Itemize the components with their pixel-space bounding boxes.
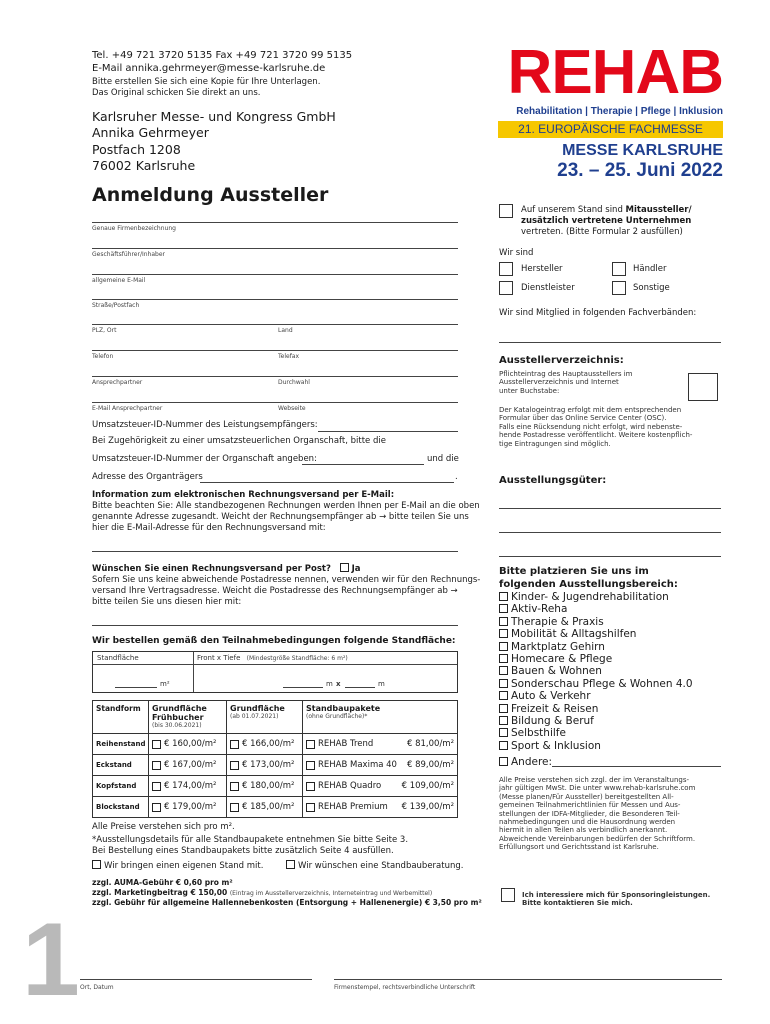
paket-price: € 81,00/m² [407, 739, 454, 749]
mit-2: zusätzlich vertretene Unternehmen [521, 216, 692, 227]
rechnung-text-2: genannte Adresse zugesandt. Weicht der Rechnungsempfänger ab → bitte teilen Sie uns [92, 512, 469, 523]
spons-2: Bitte kontaktieren Sie mich. [522, 899, 633, 908]
av-1: Pflichteintrag des Hauptausstellers im [499, 370, 633, 378]
stand-row [92, 776, 458, 797]
organtraeger-input[interactable] [200, 469, 454, 482]
fb-price: € 179,00/m² [164, 802, 217, 812]
bereich-checkbox[interactable] [499, 691, 508, 700]
av-2: Ausstellerverzeichnis und Internet [499, 378, 619, 387]
telefax-input[interactable] [278, 334, 458, 350]
th-standform: Standform [93, 701, 149, 733]
bereich-label: Marktplatz Gehirn [511, 640, 605, 653]
bereich-checkbox[interactable] [499, 617, 508, 626]
land-input[interactable] [278, 308, 458, 324]
paket-checkbox[interactable] [306, 803, 315, 812]
stempel-label: Firmenstempel, rechtsverbindliche Unterschrift [334, 984, 476, 991]
sponsoring-checkbox[interactable] [501, 888, 515, 902]
contact-block [92, 50, 352, 174]
th-gf-note: (ab 01.07.2021) [230, 713, 279, 720]
gf-price: € 166,00/m² [242, 739, 295, 749]
mit-1a: Auf unserem Stand sind [521, 205, 626, 215]
ort-datum-input[interactable] [80, 950, 312, 979]
email-input[interactable] [92, 258, 458, 274]
field-label-ansprech: Ansprechpartner [92, 379, 143, 386]
logo-venue: MESSE KARLSRUHE [562, 142, 723, 159]
gf-checkbox[interactable] [230, 803, 239, 812]
bereich-item [499, 653, 693, 665]
gf-price: € 173,00/m² [242, 760, 295, 770]
post-text-1: Sofern Sie uns keine abweichende Postadresse nennen, verwenden wir für den Rechnungs- [92, 575, 481, 586]
stand-form: Eckstand [93, 755, 149, 775]
copy-note-1: Bitte erstellen Sie sich eine Kopie für Ihre Unterlagen. [92, 77, 321, 87]
bereich-item [499, 665, 693, 677]
bereich-label: Bildung & Beruf [511, 715, 594, 728]
kat-1: Der Katalogeintrag erfolgt mit dem entsprechenden [499, 406, 682, 414]
address-block [92, 109, 352, 174]
ort-datum-label: Ort, Datum [80, 984, 114, 991]
wirsind-label: Wir sind [499, 248, 534, 258]
durchwahl-input[interactable] [278, 360, 458, 376]
haendler-label: Händler [633, 264, 667, 274]
firma-input[interactable] [92, 206, 458, 222]
bereich-label: Bauen & Wohnen [511, 665, 602, 678]
stand-note-2: *Ausstellungsdetails für alle Standbaupakete entnehmen Sie bitte Seite 3. [92, 835, 409, 846]
th-sp-note: (ohne Grundfläche)* [306, 713, 368, 720]
stand-row [92, 797, 458, 818]
bereich-label: Therapie & Praxis [511, 615, 604, 628]
field-label-telefax: Telefax [278, 353, 300, 360]
email-ansp-input[interactable] [92, 386, 272, 402]
ust-line-2: Bei Zugehörigkeit zu einer umsatzsteuerlichen Organschaft, bitte die [92, 436, 386, 446]
bereich-label: Kinder- & Jugendrehabilitation [511, 591, 669, 603]
plz-input[interactable] [92, 308, 272, 324]
dienstleister-checkbox[interactable] [499, 281, 513, 295]
preis-4: gemeinen Teilnahmerichtlinien für Messen und Aus- [499, 801, 681, 810]
webseite-input[interactable] [278, 386, 458, 402]
post-text-3: bitte teilen Sie uns diesen hier mit: [92, 597, 242, 608]
ust-line-3: Umsatzsteuer-ID-Nummer der Organschaft angeben: [92, 454, 317, 464]
rechnung-title: Information zum elektronischen Rechnungsversand per E-Mail: [92, 490, 395, 500]
bereich-label: Auto & Verkehr [511, 690, 591, 703]
mitglied-label: Wir sind Mitglied in folgenden Fachverbänden: [499, 308, 697, 318]
th-gf-fb-note: (bis 30.06.2021) [152, 722, 202, 729]
gf-checkbox[interactable] [230, 740, 239, 749]
telefon-input[interactable] [92, 334, 272, 350]
stand-x: x [336, 680, 341, 688]
logo-banner: 21. EUROPÄISCHE FACHMESSE [498, 121, 723, 138]
ust-line-1: Umsatzsteuer-ID-Nummer des Leistungsempfängers: [92, 420, 318, 430]
ansprech-input[interactable] [92, 360, 272, 376]
gf-price: € 180,00/m² [242, 781, 295, 791]
stand-col-2: Front x Tiefe [197, 654, 241, 662]
post-block [92, 563, 480, 608]
av-block [499, 370, 632, 395]
paket-price: € 89,00/m² [407, 760, 454, 770]
andere-label: Andere: [511, 756, 553, 768]
preis-6: nahmebedingungen und die Hausordnung werden [499, 817, 676, 826]
th-gf: Grundfläche [230, 704, 285, 713]
stand-col-1: Standfläche [97, 654, 139, 662]
bereich-label: Selbsthilfe [511, 727, 566, 740]
stand-row [92, 755, 458, 776]
paket-name: REHAB Maxima 40 [318, 760, 397, 770]
bereich-label: Aktiv-Reha [511, 603, 568, 616]
preis-1: Alle Preise verstehen sich zzgl. der im Veranstaltungs- [499, 776, 690, 784]
gf-checkbox[interactable] [230, 761, 239, 770]
fb-price: € 167,00/m² [164, 760, 217, 770]
field-label-gf: Geschäftsführer/Inhaber [92, 251, 165, 258]
paket-name: REHAB Trend [318, 739, 374, 749]
ag-title: Ausstellungsgüter: [499, 475, 607, 486]
paket-checkbox[interactable] [306, 761, 315, 770]
bereich-checkbox[interactable] [499, 654, 508, 663]
mitaussteller-block [521, 205, 692, 238]
field-label-email-ansp: E-Mail Ansprechpartner [92, 405, 163, 412]
ust-line-4: Adresse des Organträgers [92, 472, 203, 482]
bereich-list [499, 591, 693, 752]
bereich-label: Sonderschau Pflege & Wohnen 4.0 [511, 677, 693, 690]
sonstige-checkbox[interactable] [612, 281, 626, 295]
ust-line-3-end: und die [427, 454, 459, 464]
paket-checkbox[interactable] [306, 740, 315, 749]
bereich-item [499, 703, 693, 715]
spons-block [522, 891, 710, 908]
dienstleister-label: Dienstleister [521, 283, 575, 293]
eigener-stand-checkbox[interactable] [92, 860, 101, 869]
th-gf-fb: Grundfläche Frühbucher [152, 704, 207, 722]
fee-2b: (Eintrag im Ausstellerverzeichnis, Interneteintrag und Werbemittel) [229, 889, 433, 897]
stand-notes [92, 822, 408, 857]
post-ja-checkbox[interactable] [340, 563, 349, 572]
logo-wordmark: REHAB [507, 38, 723, 107]
th-sp: Standbaupakete [306, 704, 381, 713]
preis-5: stellungen der IDFA-Mitglieder, die Besonderen Teil- [499, 809, 680, 818]
contact-email: E-Mail annika.gehrmeyer@messe-karlsruhe.de [92, 62, 326, 74]
stand-note-3: Bei Bestellung eines Standbaupakets bitte zusätzlich Seite 4 ausfüllen. [92, 846, 394, 857]
mit-1b: Mitaussteller/ [625, 205, 692, 215]
gf-price: € 185,00/m² [242, 802, 295, 812]
bereich-title-2: folgenden Ausstellungsbereich: [499, 578, 678, 590]
address-line-2: Annika Gehrmeyer [92, 125, 209, 141]
stand-row [92, 734, 458, 755]
organschaft-id-input[interactable] [302, 451, 424, 464]
bereich-checkbox[interactable] [499, 629, 508, 638]
field-label-durchwahl: Durchwahl [278, 379, 310, 386]
field-label-plz: PLZ, Ort [92, 327, 117, 334]
fees-block [92, 878, 482, 907]
contact-phone: Tel. +49 721 3720 5135 Fax +49 721 3720 99 5135 [92, 50, 353, 61]
stand-depth-input[interactable] [345, 674, 375, 687]
rehab-logo [498, 38, 723, 182]
field-label-land: Land [278, 327, 293, 334]
gf-input[interactable] [92, 232, 458, 248]
spons-1: Ich interessiere mich für Sponsoringleistungen. [522, 891, 711, 899]
preis-7: hiermit in allen Teilen als verbindlich anerkannt. [499, 826, 668, 835]
andere-input[interactable] [552, 753, 721, 766]
fb-price: € 174,00/m² [164, 781, 217, 791]
paket-checkbox[interactable] [306, 782, 315, 791]
bereich-label: Sport & Inklusion [511, 739, 601, 752]
gf-checkbox[interactable] [230, 782, 239, 791]
stand-unit-m-1: m [326, 680, 333, 688]
bereich-checkbox[interactable] [499, 728, 508, 737]
fee-2a: zzgl. Marketingbeitrag € 150,00 [92, 887, 228, 897]
stand-title: Wir bestellen gemäß den Teilnahmebedingungen folgende Standfläche: [92, 636, 456, 646]
bereich-checkbox[interactable] [499, 704, 508, 713]
post-question: Wünschen Sie einen Rechnungsversand per Post? [92, 564, 331, 574]
bereich-item [499, 727, 693, 739]
bereich-checkbox[interactable] [499, 716, 508, 725]
field-label-email: allgemeine E-Mail [92, 277, 146, 284]
stand-form: Blockstand [93, 797, 149, 817]
fee-1: zzgl. AUMA-Gebühr € 0,60 pro m² [92, 878, 233, 887]
strasse-input[interactable] [92, 283, 458, 299]
page-number: 1 [22, 902, 80, 1018]
bereich-label: Freizeit & Reisen [511, 702, 599, 715]
bereich-item [499, 616, 693, 628]
standbauberatung-checkbox[interactable] [286, 860, 295, 869]
field-label-strasse: Straße/Postfach [92, 302, 140, 309]
field-label-firma: Genaue Firmenbezeichnung [92, 225, 176, 232]
buchstabe-input[interactable] [688, 373, 718, 401]
bereich-checkbox[interactable] [499, 592, 508, 601]
stand-area-input[interactable] [115, 674, 157, 687]
opt-2-label: Wir wünschen eine Standbauberatung. [298, 861, 464, 871]
fee-3: zzgl. Gebühr für allgemeine Hallennebenkosten (Entsorgung + Hallenenergie) € 3,50 pro m² [92, 897, 482, 907]
rechnung-email-input[interactable] [92, 535, 458, 551]
bereich-item [499, 603, 693, 615]
stand-size-box [92, 651, 458, 693]
stand-form: Kopfstand [93, 776, 149, 796]
stand-unit-m2: m² [160, 680, 170, 688]
stand-note-1: Alle Preise verstehen sich pro m². [92, 822, 235, 832]
logo-tagline: Rehabilitation | Therapie | Pflege | Inklusion [516, 106, 723, 117]
kat-4: hende Postadresse veröffentlicht. Weitere kostenpflich- [499, 431, 693, 440]
paket-price: € 109,00/m² [401, 781, 454, 791]
haendler-checkbox[interactable] [612, 262, 626, 276]
bereich-checkbox[interactable] [499, 679, 508, 688]
paket-price: € 139,00/m² [401, 802, 454, 812]
bereich-item [499, 628, 693, 640]
stand-table [92, 700, 458, 818]
address-line-1: Karlsruher Messe- und Kongress GmbH [92, 109, 336, 125]
field-label-webseite: Webseite [278, 405, 306, 412]
stand-form: Reihenstand [93, 734, 149, 754]
bereich-checkbox[interactable] [499, 642, 508, 651]
fb-price: € 160,00/m² [164, 739, 217, 749]
stand-col-2-note: (Mindestgröße Standfläche: 6 m²) [246, 655, 348, 662]
andere-row [499, 756, 552, 768]
preis-3: (Messe planen/Für Aussteller) bereitgestellten All- [499, 792, 674, 801]
rechnung-text-3: hier die E-Mail-Adresse für den Rechnungsversand mit: [92, 523, 326, 534]
rechnung-text-1: Bitte beachten Sie: Alle standbezogenen Rechnungen werden Ihnen per E-Mail an die oben [92, 501, 480, 512]
preis-9: Erfüllungsort und Gerichtsstand ist Karlsruhe. [499, 843, 659, 852]
fb-checkbox[interactable] [152, 803, 161, 812]
kat-block [499, 406, 721, 448]
stand-front-input[interactable] [283, 674, 323, 687]
kat-5: tige Eintragungen sind möglich. [499, 439, 611, 448]
ust-id-input[interactable] [318, 418, 458, 431]
stand-unit-m-2: m [378, 680, 385, 688]
preis-2: jahr gültigen MwSt. Die unter www.rehab-karlsruhe.com [499, 784, 696, 793]
bereich-item [499, 591, 693, 603]
kat-2: Formular über das Online Service Center (OSC). [499, 414, 667, 423]
hersteller-label: Hersteller [521, 264, 563, 274]
address-line-4: 76002 Karlsruhe [92, 157, 196, 173]
mit-3: vertreten. (Bitte Formular 2 ausfüllen) [521, 227, 683, 238]
bereich-checkbox[interactable] [499, 666, 508, 675]
page-title: Anmeldung Aussteller [92, 184, 329, 206]
ausstellungsgueter-input[interactable] [499, 490, 721, 556]
post-ja-label: Ja [351, 564, 361, 574]
av-3: unter Buchstabe: [499, 386, 560, 395]
copy-note-2: Das Original schicken Sie direkt an uns. [92, 88, 261, 99]
post-text-2: versand Ihre Vertragsadresse. Weicht die Postadresse des Rechnungsempfänger ab → [92, 586, 458, 597]
bereich-title [499, 566, 678, 591]
fachverband-input[interactable] [499, 326, 721, 342]
fb-checkbox[interactable] [152, 782, 161, 791]
preis-8: Abweichende Vereinbarungen bedürfen der Schriftform. [499, 834, 696, 843]
bereich-label: Homecare & Pflege [511, 653, 613, 666]
post-address-input[interactable] [92, 609, 458, 625]
unterschrift-input[interactable] [334, 950, 722, 979]
bereich-checkbox[interactable] [499, 604, 508, 613]
kat-3: Falls eine Rücksendung nicht erfolgt, wird nebenste- [499, 422, 683, 431]
opt-standbauberatung [286, 860, 463, 872]
logo-dates: 23. – 25. Juni 2022 [557, 160, 723, 181]
rechnung-block [92, 490, 480, 534]
bereich-label: Mobilität & Alltagshilfen [511, 628, 637, 641]
field-label-telefon: Telefon [92, 353, 114, 360]
andere-checkbox[interactable] [499, 757, 508, 766]
paket-name: REHAB Premium [318, 802, 388, 812]
bereich-item [499, 678, 693, 690]
fb-checkbox[interactable] [152, 761, 161, 770]
fb-checkbox[interactable] [152, 740, 161, 749]
hersteller-checkbox[interactable] [499, 262, 513, 276]
mitaussteller-checkbox[interactable] [499, 204, 513, 218]
opt-eigener-stand [92, 860, 263, 872]
bereich-item [499, 641, 693, 653]
opt-1-label: Wir bringen einen eigenen Stand mit. [104, 861, 264, 871]
bereich-item [499, 690, 693, 702]
paket-name: REHAB Quadro [318, 781, 382, 791]
bereich-item [499, 715, 693, 727]
bereich-title-1: Bitte platzieren Sie uns im [499, 566, 649, 577]
av-title: Ausstellerverzeichnis: [499, 355, 624, 366]
sonstige-label: Sonstige [633, 283, 670, 293]
ust-line-4-end: . [455, 472, 458, 482]
address-line-3: Postfach 1208 [92, 141, 181, 157]
preis-block [499, 776, 721, 852]
bereich-checkbox[interactable] [499, 741, 508, 750]
bereich-item [499, 740, 693, 752]
